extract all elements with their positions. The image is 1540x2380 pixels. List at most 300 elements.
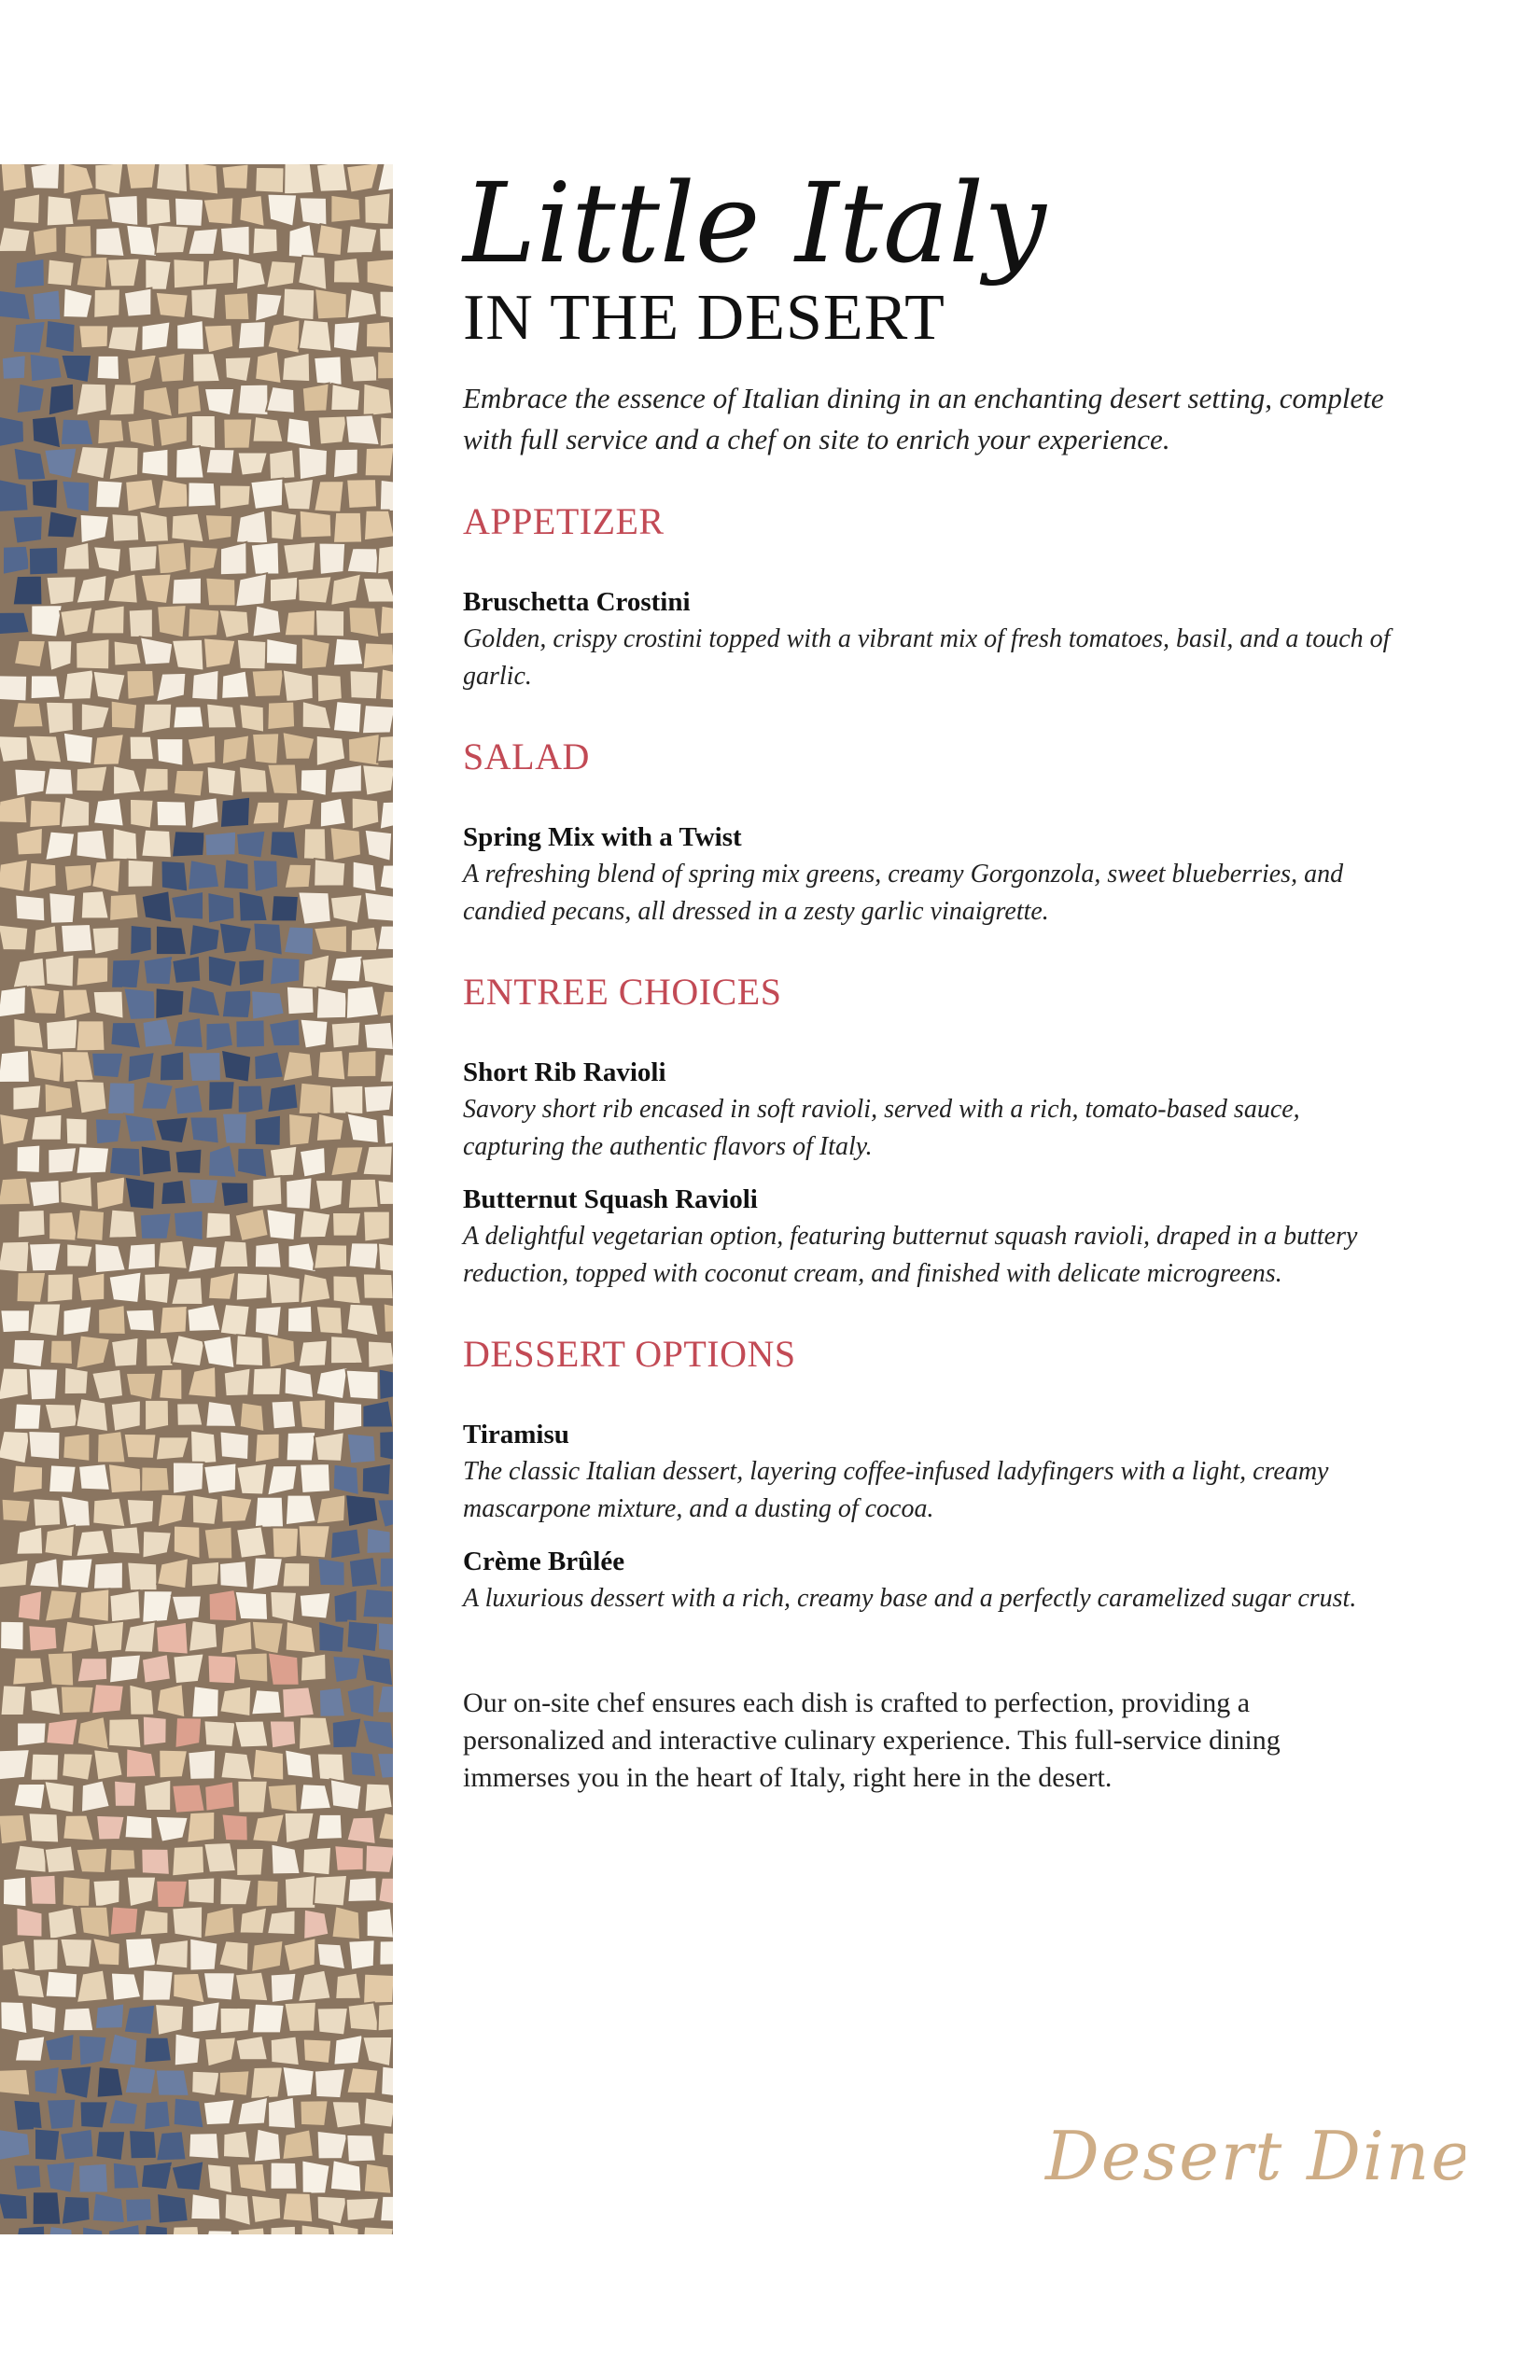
mosaic-tile bbox=[270, 831, 299, 859]
mosaic-tile bbox=[363, 2097, 393, 2127]
mosaic-tile bbox=[330, 1146, 363, 1176]
mosaic-tile bbox=[18, 1210, 46, 1239]
mosaic-tile bbox=[270, 1591, 297, 1622]
mosaic-tile bbox=[143, 386, 173, 417]
mosaic-tile bbox=[205, 1212, 231, 1239]
mosaic-tile bbox=[62, 1051, 94, 1083]
mosaic-tile bbox=[268, 1784, 298, 1813]
mosaic-tile bbox=[192, 1494, 218, 1525]
mosaic-tile bbox=[208, 1144, 237, 1178]
mosaic-tile bbox=[13, 958, 46, 988]
mosaic-tile bbox=[267, 702, 295, 731]
mosaic-tile bbox=[331, 1022, 361, 1049]
mosaic-tile bbox=[16, 1907, 42, 1937]
mosaic-tile bbox=[141, 704, 172, 735]
mosaic-tile bbox=[108, 1463, 142, 1493]
mosaic-tile bbox=[285, 609, 315, 636]
mosaic-tile bbox=[63, 733, 93, 764]
mosaic-tile bbox=[12, 1085, 41, 1111]
mosaic-tile bbox=[95, 480, 123, 508]
mosaic-tile bbox=[0, 1621, 24, 1651]
mosaic-tile bbox=[284, 926, 314, 955]
mosaic-tile bbox=[236, 2036, 268, 2060]
mosaic-tile bbox=[0, 164, 27, 192]
mosaic-tile bbox=[316, 224, 343, 256]
mosaic-tile bbox=[91, 605, 125, 634]
mosaic-tile bbox=[315, 1432, 344, 1462]
mosaic-tile bbox=[363, 1211, 390, 1242]
mosaic-tile bbox=[33, 1939, 59, 1971]
mosaic-tile bbox=[203, 197, 234, 225]
mosaic-tile bbox=[346, 2135, 376, 2163]
mosaic-tile bbox=[252, 1367, 282, 1395]
mosaic-tile bbox=[49, 1211, 77, 1241]
mosaic-tile bbox=[93, 991, 124, 1019]
mosaic-tile bbox=[252, 733, 279, 764]
mosaic-tile bbox=[189, 1116, 219, 1143]
mosaic-tile bbox=[283, 799, 315, 829]
mosaic-tile bbox=[14, 769, 46, 797]
mosaic-tile bbox=[266, 638, 298, 665]
mosaic-tile bbox=[346, 225, 377, 253]
mosaic-tile bbox=[108, 2099, 138, 2125]
mosaic-tile bbox=[111, 513, 139, 542]
section-heading: DESSERT OPTIONS bbox=[463, 1333, 796, 1375]
mosaic-tile bbox=[298, 576, 332, 603]
item-name: Bruschetta Crostini bbox=[463, 587, 691, 617]
mosaic-tile bbox=[155, 1816, 188, 1842]
menu-item bbox=[463, 1181, 1396, 1293]
mosaic-tile bbox=[266, 1209, 296, 1240]
mosaic-tile bbox=[142, 890, 173, 922]
mosaic-tile bbox=[0, 925, 28, 951]
mosaic-tile bbox=[191, 1561, 220, 1588]
mosaic-tile bbox=[125, 2066, 157, 2094]
mosaic-tile bbox=[346, 1370, 379, 1400]
mosaic-tile bbox=[175, 446, 204, 478]
mosaic-tile bbox=[207, 892, 234, 924]
mosaic-tile bbox=[92, 734, 123, 765]
mosaic-tile bbox=[317, 1753, 345, 1781]
mosaic-tile bbox=[271, 1844, 300, 1875]
mosaic-tile bbox=[93, 546, 121, 572]
mosaic-tile bbox=[29, 862, 57, 892]
mosaic-tile bbox=[95, 227, 124, 257]
mosaic-tile bbox=[329, 827, 361, 861]
mosaic-tile bbox=[156, 1881, 188, 1908]
mosaic-tile bbox=[187, 1304, 220, 1332]
mosaic-tile bbox=[218, 1940, 248, 1971]
mosaic-tile bbox=[188, 608, 219, 637]
mosaic-tile bbox=[143, 2225, 168, 2234]
mosaic-tile bbox=[81, 1780, 110, 1812]
mosaic-tile bbox=[2, 1499, 31, 1522]
mosaic-tile bbox=[176, 320, 204, 350]
item-name: Tiramisu bbox=[463, 1420, 569, 1449]
mosaic-tile bbox=[236, 511, 268, 544]
mosaic-tile bbox=[205, 1022, 233, 1051]
mosaic-tile bbox=[141, 2162, 173, 2191]
mosaic-tile bbox=[315, 609, 344, 637]
mosaic-tile bbox=[235, 1972, 269, 2002]
mosaic-tile bbox=[188, 735, 217, 764]
mosaic-tile bbox=[208, 1272, 236, 1300]
item-name: Butternut Squash Ravioli bbox=[463, 1184, 758, 1214]
mosaic-tile bbox=[30, 1875, 57, 1905]
mosaic-tile bbox=[108, 1718, 141, 1748]
mosaic-tile bbox=[18, 1590, 42, 1621]
mosaic-tile bbox=[365, 447, 393, 476]
mosaic-tile bbox=[76, 575, 106, 604]
mosaic-tile bbox=[209, 1589, 237, 1621]
mosaic-tile bbox=[46, 1718, 77, 1745]
mosaic-tile bbox=[222, 1113, 247, 1144]
mosaic-tile bbox=[156, 801, 187, 827]
mosaic-tile bbox=[205, 1401, 236, 1427]
mosaic-tile bbox=[221, 1813, 247, 1841]
mosaic-tile bbox=[45, 1589, 77, 1621]
mosaic-tile bbox=[174, 1525, 201, 1559]
mosaic-tile bbox=[60, 607, 92, 637]
mosaic-tile bbox=[300, 511, 332, 539]
mosaic-tile bbox=[49, 384, 75, 416]
mosaic-tile bbox=[28, 1625, 57, 1652]
mosaic-tile bbox=[301, 2160, 329, 2193]
mosaic-tile bbox=[219, 1561, 248, 1588]
mosaic-tile bbox=[144, 1272, 171, 1304]
mosaic-tile bbox=[272, 1400, 297, 1429]
mosaic-tile bbox=[220, 1182, 248, 1207]
mosaic-tile bbox=[317, 1050, 345, 1081]
mosaic-tile bbox=[236, 1272, 269, 1300]
mosaic-tile bbox=[220, 1621, 252, 1655]
mosaic-tile bbox=[380, 606, 393, 635]
mosaic-tile bbox=[190, 1430, 217, 1464]
mosaic-tile bbox=[125, 479, 157, 512]
mosaic-tile bbox=[29, 547, 59, 576]
mosaic-tile bbox=[333, 2035, 363, 2065]
mosaic-tile bbox=[346, 1050, 376, 1077]
mosaic-tile bbox=[97, 1431, 126, 1463]
mosaic-tile bbox=[158, 353, 186, 383]
mosaic-tile bbox=[0, 1560, 29, 1589]
mosaic-tile bbox=[161, 1180, 186, 1205]
mosaic-tile bbox=[33, 227, 58, 256]
mosaic-tile bbox=[252, 228, 277, 255]
mosaic-tile bbox=[46, 2226, 74, 2234]
mosaic-tile bbox=[141, 321, 170, 351]
mosaic-tile bbox=[300, 1147, 326, 1177]
mosaic-tile bbox=[362, 764, 393, 795]
mosaic-tile bbox=[380, 991, 393, 1017]
mosaic-tile bbox=[272, 1527, 299, 1559]
mosaic-tile bbox=[30, 354, 63, 383]
mosaic-tile bbox=[124, 2005, 156, 2035]
item-description: A delightful vegetarian option, featuring butternut squash ravioli, draped in a buttery reduction, topped with coconut cream, and finished with delicate microgreens. bbox=[463, 1222, 1358, 1288]
mosaic-tile bbox=[267, 194, 297, 227]
mosaic-tile bbox=[252, 669, 285, 697]
mosaic-tile bbox=[48, 1652, 75, 1687]
mosaic-tile bbox=[140, 1212, 172, 1239]
mosaic-tile bbox=[158, 1494, 187, 1528]
mosaic-tile bbox=[130, 735, 154, 760]
mosaic-tile bbox=[330, 764, 362, 793]
mosaic-tile bbox=[28, 1431, 60, 1460]
mosaic-tile bbox=[287, 417, 312, 447]
mosaic-tile bbox=[141, 1082, 174, 1110]
mosaic-tile bbox=[142, 1654, 171, 1683]
mosaic-tile bbox=[204, 388, 234, 415]
mosaic-tile bbox=[240, 1402, 265, 1432]
mosaic-tile bbox=[318, 1621, 344, 1653]
mosaic-tile bbox=[219, 1240, 248, 1267]
mosaic-tile bbox=[364, 192, 390, 225]
mosaic-tile bbox=[314, 1875, 347, 1907]
mosaic-tile bbox=[192, 2001, 220, 2033]
mosaic-tile bbox=[3, 1877, 26, 1908]
mosaic-tile bbox=[12, 1465, 43, 1493]
mosaic-tile bbox=[224, 292, 250, 320]
mosaic-tile bbox=[282, 2129, 314, 2160]
mosaic-tile bbox=[347, 548, 380, 573]
mosaic-tile bbox=[108, 2224, 142, 2234]
mosaic-tile bbox=[203, 1720, 235, 1747]
mosaic-tile bbox=[17, 1722, 47, 1746]
mosaic-tile bbox=[364, 1085, 393, 1113]
mosaic-tile bbox=[286, 1621, 316, 1654]
mosaic-tile bbox=[268, 2097, 296, 2129]
mosaic-tile bbox=[220, 542, 247, 575]
mosaic-tile bbox=[255, 1242, 282, 1268]
mosaic-tile bbox=[267, 763, 298, 794]
mosaic-tile bbox=[31, 2002, 57, 2034]
mosaic-tile bbox=[298, 1970, 330, 2002]
mosaic-tile bbox=[126, 1373, 156, 1400]
mosaic-tile bbox=[267, 1465, 297, 1495]
mosaic-tile bbox=[13, 2100, 42, 2131]
mosaic-tile bbox=[30, 164, 60, 189]
mosaic-tile bbox=[314, 925, 347, 953]
mosaic-tile bbox=[95, 1118, 122, 1144]
mosaic-tile bbox=[129, 609, 153, 637]
mosaic-tile bbox=[160, 1051, 184, 1081]
mosaic-tile bbox=[97, 356, 120, 380]
mosaic-tile bbox=[145, 1400, 169, 1431]
mosaic-tile bbox=[350, 927, 379, 951]
mosaic-tile bbox=[333, 258, 360, 284]
mosaic-tile bbox=[252, 2004, 285, 2034]
mosaic-tile bbox=[175, 1148, 202, 1173]
mosaic-tile bbox=[362, 705, 393, 734]
mosaic-tile bbox=[45, 1404, 78, 1429]
mosaic-tile bbox=[283, 287, 315, 321]
mosaic-side-image bbox=[0, 164, 393, 2234]
mosaic-tile bbox=[172, 1906, 203, 1939]
mosaic-tile bbox=[171, 891, 203, 920]
mosaic-tile bbox=[316, 1367, 348, 1399]
mosaic-tile bbox=[13, 2225, 45, 2234]
mosaic-tile bbox=[114, 640, 142, 665]
mosaic-tile bbox=[330, 1529, 361, 1560]
mosaic-tile bbox=[156, 1436, 189, 1460]
mosaic-tile bbox=[349, 670, 378, 699]
mosaic-tile bbox=[364, 892, 393, 922]
mosaic-tile bbox=[173, 1973, 204, 2004]
mosaic-tile bbox=[188, 1052, 221, 1082]
mosaic-tile bbox=[267, 1335, 295, 1368]
mosaic-tile bbox=[64, 864, 92, 891]
mosaic-tile bbox=[191, 670, 218, 701]
mosaic-tile bbox=[348, 607, 379, 637]
mosaic-tile bbox=[142, 1018, 173, 1048]
mosaic-tile bbox=[108, 2034, 137, 2066]
mosaic-tile bbox=[46, 702, 74, 735]
mosaic-tile bbox=[254, 1051, 284, 1080]
mosaic-tile bbox=[127, 418, 155, 448]
mosaic-tile bbox=[282, 732, 315, 760]
mosaic-tile bbox=[33, 2191, 62, 2225]
mosaic-tile bbox=[128, 545, 158, 572]
mosaic-tile bbox=[282, 2192, 313, 2222]
mosaic-tile bbox=[236, 258, 266, 290]
mosaic-tile bbox=[350, 1751, 376, 1777]
mosaic-tile bbox=[362, 2037, 392, 2066]
mosaic-tile bbox=[318, 416, 348, 445]
mosaic-tile bbox=[110, 1022, 141, 1049]
mosaic-tile bbox=[251, 1689, 282, 1715]
mosaic-tile bbox=[235, 1209, 269, 1241]
mosaic-tile bbox=[45, 768, 74, 795]
mosaic-tile bbox=[250, 2066, 283, 2098]
mosaic-tile bbox=[92, 927, 119, 955]
mosaic-tile bbox=[95, 2131, 125, 2161]
mosaic-tile bbox=[63, 669, 94, 700]
mosaic-tile bbox=[377, 351, 393, 379]
mosaic-tile bbox=[316, 735, 345, 766]
mosaic-tile bbox=[0, 227, 31, 252]
mosaic-tile bbox=[77, 1658, 107, 1682]
mosaic-tile bbox=[348, 734, 380, 766]
mosaic-tile bbox=[251, 542, 280, 575]
mosaic-tile bbox=[205, 578, 235, 607]
mosaic-tile bbox=[252, 1176, 282, 1208]
mosaic-tile bbox=[236, 1463, 267, 1495]
mosaic-tile bbox=[332, 1275, 361, 1305]
mosaic-tile bbox=[109, 1655, 141, 1684]
mosaic-tile bbox=[128, 1052, 155, 1083]
mosaic-tile bbox=[190, 2193, 220, 2219]
mosaic-tile bbox=[367, 258, 393, 287]
mosaic-tile bbox=[46, 1018, 78, 1050]
mosaic-tile bbox=[129, 2130, 157, 2159]
mosaic-tile bbox=[220, 2008, 251, 2034]
mosaic-tile bbox=[32, 415, 61, 448]
mosaic-tile bbox=[266, 260, 296, 288]
mosaic-tile bbox=[301, 637, 330, 669]
mosaic-tile bbox=[61, 1558, 93, 1589]
mosaic-tile bbox=[173, 706, 203, 728]
mosaic-tile bbox=[208, 1081, 235, 1112]
mosaic-tile bbox=[63, 1306, 91, 1336]
mosaic-tile bbox=[285, 1749, 314, 1778]
mosaic-tile bbox=[92, 1880, 119, 1908]
mosaic-tile bbox=[330, 956, 363, 983]
mosaic-tile bbox=[352, 797, 380, 829]
mosaic-tile bbox=[288, 224, 315, 259]
mosaic-tile bbox=[188, 1877, 215, 1904]
mosaic-tile bbox=[45, 1846, 76, 1874]
footer-text: Our on-site chef ensures each dish is crafted to perfection, providing a personalized and interactive culinary experience. This full-service dining immerses you in the heart of Italy, right here in the desert. bbox=[463, 1687, 1281, 1793]
mosaic-tile bbox=[143, 768, 169, 793]
mosaic-tile bbox=[256, 1880, 279, 1908]
mosaic-tile bbox=[316, 1494, 346, 1524]
mosaic-tile bbox=[299, 1399, 326, 1430]
mosaic-tile bbox=[346, 1304, 378, 1337]
mosaic-tile bbox=[239, 704, 264, 733]
mosaic-tile bbox=[349, 1557, 378, 1588]
mosaic-tile bbox=[62, 481, 90, 512]
mosaic-tile bbox=[316, 1113, 344, 1141]
mosaic-tile bbox=[64, 1367, 89, 1394]
mosaic-tile bbox=[252, 416, 283, 442]
mosaic-tile bbox=[284, 2002, 316, 2032]
mosaic-tile bbox=[188, 1366, 217, 1398]
mosaic-tile bbox=[379, 1368, 393, 1400]
mosaic-tile bbox=[299, 319, 332, 352]
mosaic-tile bbox=[61, 1686, 94, 1714]
mosaic-tile bbox=[266, 386, 295, 413]
mosaic-tile bbox=[188, 164, 218, 195]
mosaic-tile bbox=[76, 446, 108, 479]
mosaic-tile bbox=[155, 225, 189, 254]
mosaic-tile bbox=[173, 1462, 204, 1493]
mosaic-tile bbox=[158, 415, 188, 447]
mosaic-tile bbox=[225, 357, 252, 382]
mosaic-tile bbox=[251, 1940, 283, 1972]
mosaic-tile bbox=[207, 2163, 232, 2193]
mosaic-tile bbox=[219, 1687, 251, 1716]
mosaic-tile bbox=[238, 891, 267, 922]
mosaic-tile bbox=[142, 1531, 171, 1558]
mosaic-tile bbox=[92, 1498, 125, 1528]
mosaic-tile bbox=[317, 1943, 346, 1969]
mosaic-tile bbox=[77, 1970, 108, 2003]
mosaic-tile bbox=[28, 1368, 58, 1400]
mosaic-tile bbox=[334, 1845, 364, 1871]
mosaic-tile bbox=[96, 1815, 125, 1841]
mosaic-tile bbox=[0, 1367, 29, 1400]
mosaic-tile bbox=[80, 514, 109, 543]
mosaic-tile bbox=[191, 797, 219, 829]
mosaic-tile bbox=[220, 1752, 252, 1781]
mosaic-tile bbox=[206, 259, 234, 286]
mosaic-tile bbox=[60, 2065, 91, 2099]
mosaic-tile bbox=[238, 1085, 264, 1115]
mosaic-tile bbox=[363, 642, 393, 669]
mosaic-tile bbox=[157, 1684, 186, 1717]
mosaic-tile bbox=[48, 640, 73, 671]
mosaic-tile bbox=[253, 860, 278, 892]
mosaic-tile bbox=[301, 1273, 331, 1304]
mosaic-tile bbox=[251, 2195, 281, 2223]
mosaic-tile bbox=[110, 1849, 136, 1871]
mosaic-tile bbox=[252, 1557, 283, 1589]
item-name: Spring Mix with a Twist bbox=[463, 822, 742, 852]
mosaic-tile bbox=[155, 2004, 184, 2036]
mosaic-tile bbox=[220, 1304, 250, 1337]
mosaic-tile bbox=[143, 956, 173, 986]
mosaic-tile bbox=[0, 290, 31, 321]
